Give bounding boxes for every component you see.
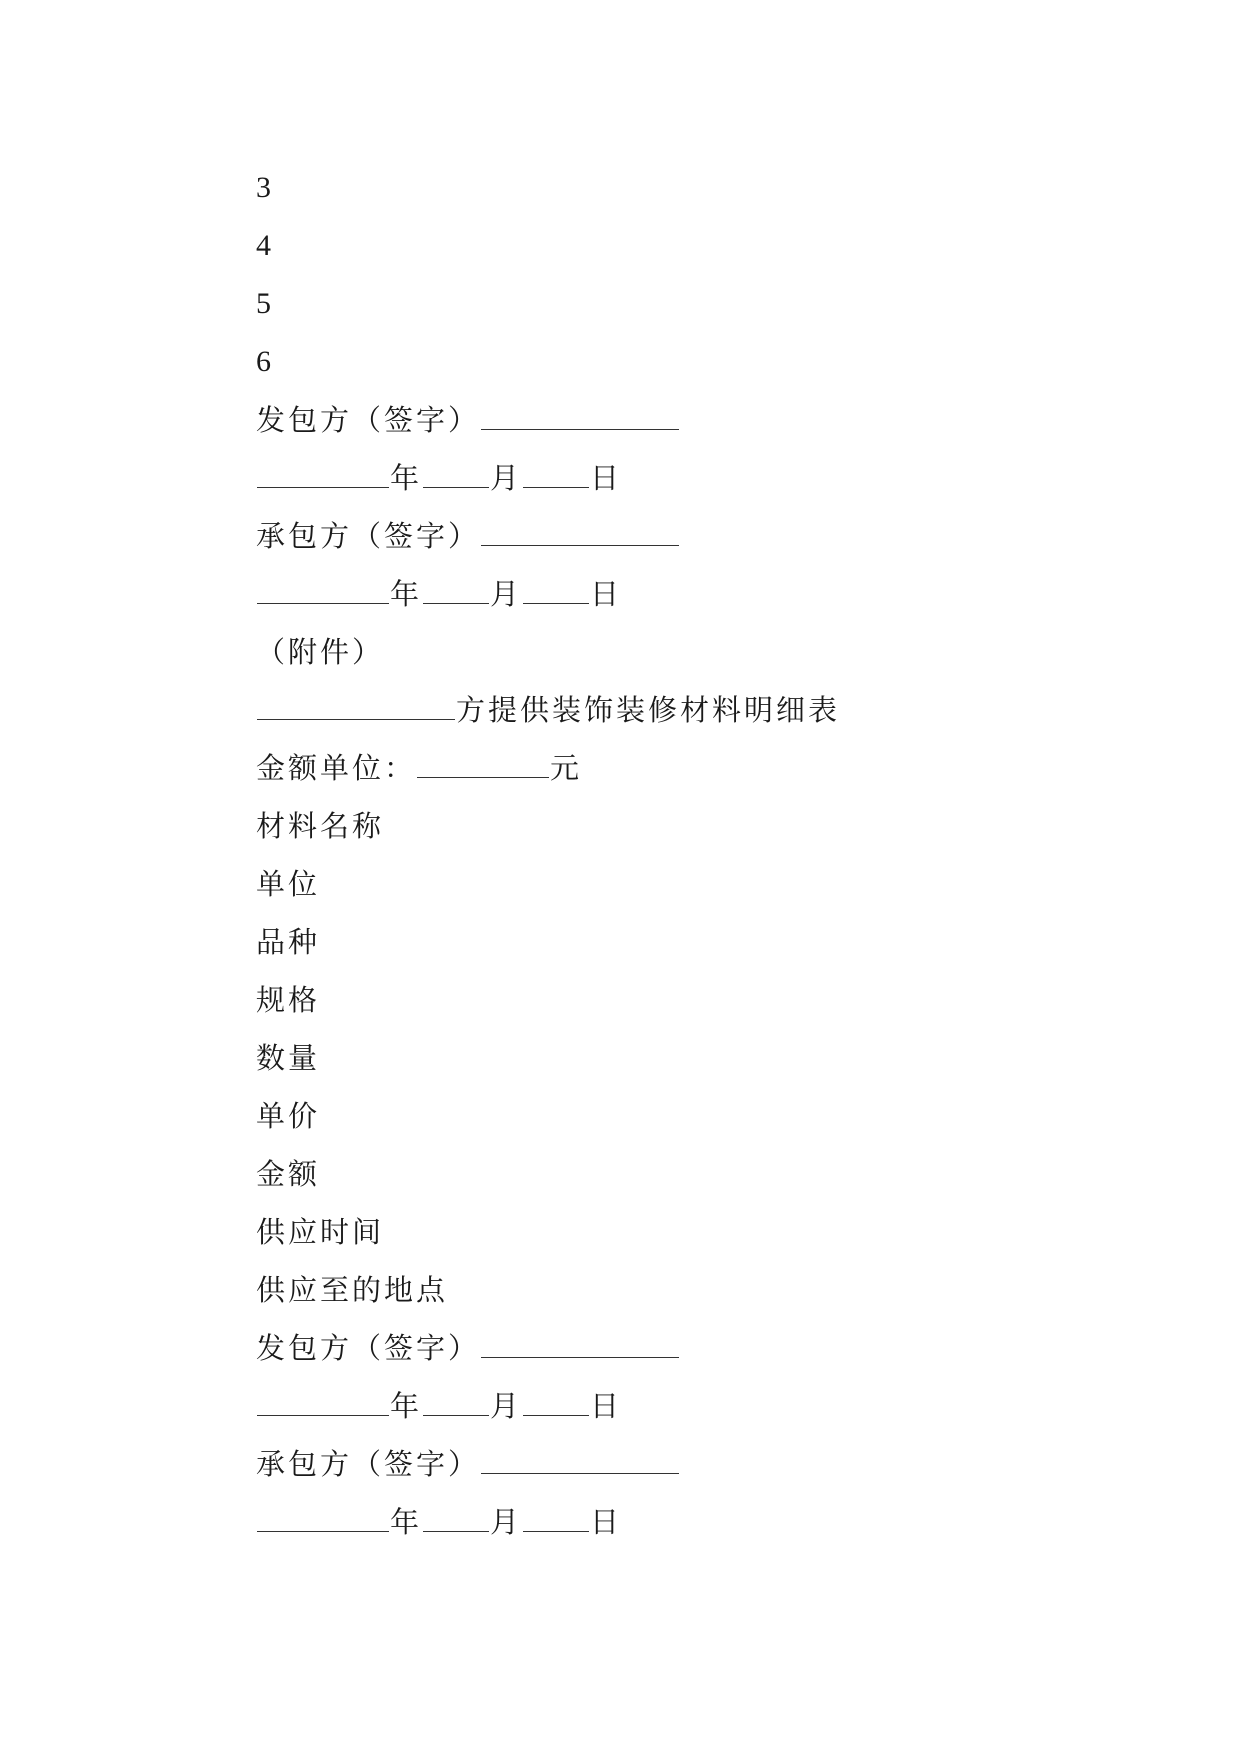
month-label: 月: [490, 1505, 523, 1539]
date-line: [256, 1493, 1156, 1551]
unit-blank: [417, 751, 549, 778]
field-label: 金额: [256, 1157, 321, 1191]
field-label: 供应至的地点: [256, 1273, 449, 1307]
party-label: 发包方（签字）: [256, 1331, 481, 1365]
month-label: 月: [490, 461, 523, 495]
date-line: [256, 449, 1156, 507]
day-blank: [523, 1389, 589, 1416]
field-label: 规格: [256, 983, 321, 1017]
day-blank: [523, 577, 589, 604]
month-blank: [423, 577, 489, 604]
signature-blank: [481, 403, 679, 430]
month-blank: [423, 461, 489, 488]
item-number: 3: [256, 171, 271, 204]
year-label: 年: [390, 461, 423, 495]
field-label: 供应时间: [256, 1215, 385, 1249]
signature-line-employer: [256, 1319, 1156, 1377]
field-label: 单位: [256, 867, 321, 901]
signature-line-employer: [256, 391, 1156, 449]
year-blank: [257, 461, 389, 488]
table-title-text: 方提供装饰装修材料明细表: [456, 693, 841, 727]
party-label: 发包方（签字）: [256, 403, 481, 437]
attachment-heading: （附件）: [256, 635, 385, 669]
date-line: [256, 565, 1156, 623]
year-label: 年: [390, 1505, 423, 1539]
year-blank: [257, 1389, 389, 1416]
signature-blank: [481, 1331, 679, 1358]
field-label: 单价: [256, 1099, 321, 1133]
field-label: 数量: [256, 1041, 321, 1075]
day-blank: [523, 1505, 589, 1532]
day-label: 日: [590, 1389, 623, 1423]
month-blank: [423, 1389, 489, 1416]
table-title: [256, 681, 1156, 739]
signature-blank: [481, 519, 679, 546]
signature-blank: [481, 1447, 679, 1474]
signature-line-contractor: [256, 507, 1156, 565]
year-blank: [257, 577, 389, 604]
item-number: 6: [256, 345, 271, 378]
document-body: [256, 159, 1156, 1551]
date-line: [256, 1377, 1156, 1435]
amount-unit-label: 金额单位：: [256, 751, 417, 785]
day-label: 日: [590, 577, 623, 611]
field-label: 材料名称: [256, 809, 385, 843]
party-label: 承包方（签字）: [256, 1447, 481, 1481]
amount-unit-line: [256, 739, 1156, 797]
month-blank: [423, 1505, 489, 1532]
year-label: 年: [390, 577, 423, 611]
party-blank: [257, 693, 455, 720]
year-label: 年: [390, 1389, 423, 1423]
month-label: 月: [490, 577, 523, 611]
year-blank: [257, 1505, 389, 1532]
field-label: 品种: [256, 925, 321, 959]
day-label: 日: [590, 1505, 623, 1539]
day-blank: [523, 461, 589, 488]
signature-line-contractor: [256, 1435, 1156, 1493]
party-label: 承包方（签字）: [256, 519, 481, 553]
day-label: 日: [590, 461, 623, 495]
month-label: 月: [490, 1389, 523, 1423]
amount-unit-suffix: 元: [550, 751, 583, 785]
item-number: 4: [256, 229, 271, 262]
item-number: 5: [256, 287, 271, 320]
